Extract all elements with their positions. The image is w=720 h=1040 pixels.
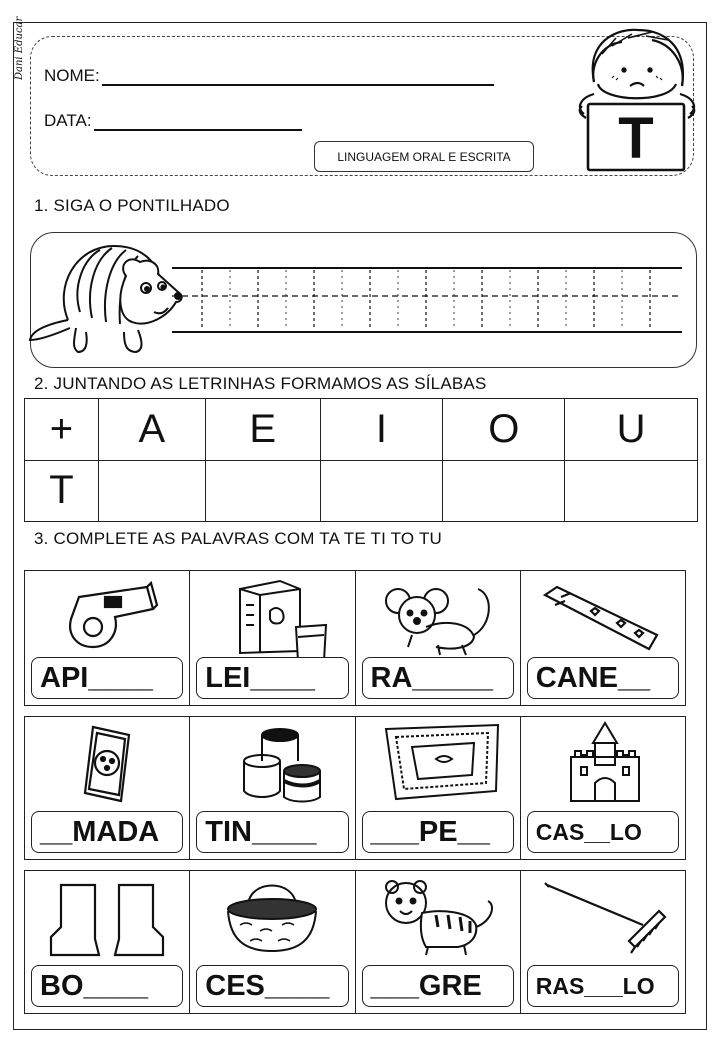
answer-cell-to[interactable] — [443, 460, 565, 522]
word-card-pen — [521, 571, 685, 705]
consonant-cell-t: T — [25, 460, 99, 522]
word-blank-bo[interactable]: BO____ — [31, 965, 183, 1007]
mouse-icon — [366, 575, 510, 657]
date-field[interactable] — [44, 111, 302, 131]
word-row-3 — [24, 870, 686, 1014]
armadillo-illustration — [28, 236, 188, 366]
word-blank-cane[interactable]: CANE__ — [527, 657, 679, 699]
word-card-castle — [521, 717, 685, 859]
word-card-socket — [25, 717, 190, 859]
rake-icon — [531, 875, 675, 957]
whistle-icon — [35, 575, 179, 657]
word-blank-rastelo[interactable]: RAS___LO — [527, 965, 679, 1007]
answer-cell-ta[interactable] — [98, 460, 205, 522]
date-label: DATA: — [44, 111, 92, 130]
paint-cans-icon — [200, 721, 344, 803]
date-line[interactable] — [94, 113, 302, 131]
vowel-cell-e: E — [205, 399, 320, 461]
syllable-answer-row — [25, 460, 698, 522]
vowel-cell-a: A — [98, 399, 205, 461]
word-card-whistle — [25, 571, 190, 705]
word-card-basket — [190, 871, 355, 1013]
castle-icon — [531, 721, 675, 803]
word-card-milk — [190, 571, 355, 705]
rug-icon — [366, 721, 510, 803]
name-line[interactable] — [102, 68, 494, 86]
answer-cell-te[interactable] — [205, 460, 320, 522]
vowel-cell-i: I — [320, 399, 443, 461]
word-card-paint — [190, 717, 355, 859]
word-blank-castelo[interactable]: CAS__LO — [527, 811, 679, 853]
author-signature: Dani Educar — [14, 16, 25, 80]
section2-title: 2. JUNTANDO AS LETRINHAS FORMAMOS AS SÍLABAS — [34, 374, 487, 393]
pen-icon — [531, 575, 675, 657]
word-row-2 — [24, 716, 686, 860]
word-card-tiger — [356, 871, 521, 1013]
word-blank-api[interactable]: API____ — [31, 657, 183, 699]
subject-badge: LINGUAGEM ORAL E ESCRITA — [314, 141, 534, 172]
word-blank-pe[interactable]: ___PE__ — [362, 811, 514, 853]
power-outlet-icon — [35, 721, 179, 803]
name-field[interactable] — [44, 66, 494, 86]
vowel-cell-u: U — [565, 399, 698, 461]
vowel-cell-o: O — [443, 399, 565, 461]
word-blank-ra[interactable]: RA_____ — [362, 657, 514, 699]
basket-icon — [200, 875, 344, 957]
trace-lines — [172, 262, 684, 340]
girl-holding-sign-illustration — [572, 24, 702, 174]
name-label: NOME: — [44, 66, 100, 85]
answer-cell-ti[interactable] — [320, 460, 443, 522]
word-blank-tin[interactable]: TIN____ — [196, 811, 348, 853]
word-blank-gre[interactable]: ___GRE — [362, 965, 514, 1007]
word-card-mouse — [356, 571, 521, 705]
tiger-icon — [366, 875, 510, 957]
syllable-table — [24, 398, 698, 522]
word-card-rug — [356, 717, 521, 859]
section3-title: 3. COMPLETE AS PALAVRAS COM TA TE TI TO TU — [34, 529, 443, 548]
syllable-header-row — [25, 399, 698, 461]
section1-title: 1. SIGA O PONTILHADO — [34, 196, 230, 215]
boots-icon — [35, 875, 179, 957]
word-card-rake — [521, 871, 685, 1013]
word-blank-mada[interactable]: __MADA — [31, 811, 183, 853]
plus-cell: + — [25, 399, 99, 461]
sign-letter: T — [618, 106, 654, 171]
word-row-1 — [24, 570, 686, 706]
word-blank-lei[interactable]: LEI____ — [196, 657, 348, 699]
word-card-boots — [25, 871, 190, 1013]
answer-cell-tu[interactable] — [565, 460, 698, 522]
milk-carton-icon — [200, 575, 344, 657]
word-blank-ces[interactable]: CES____ — [196, 965, 348, 1007]
